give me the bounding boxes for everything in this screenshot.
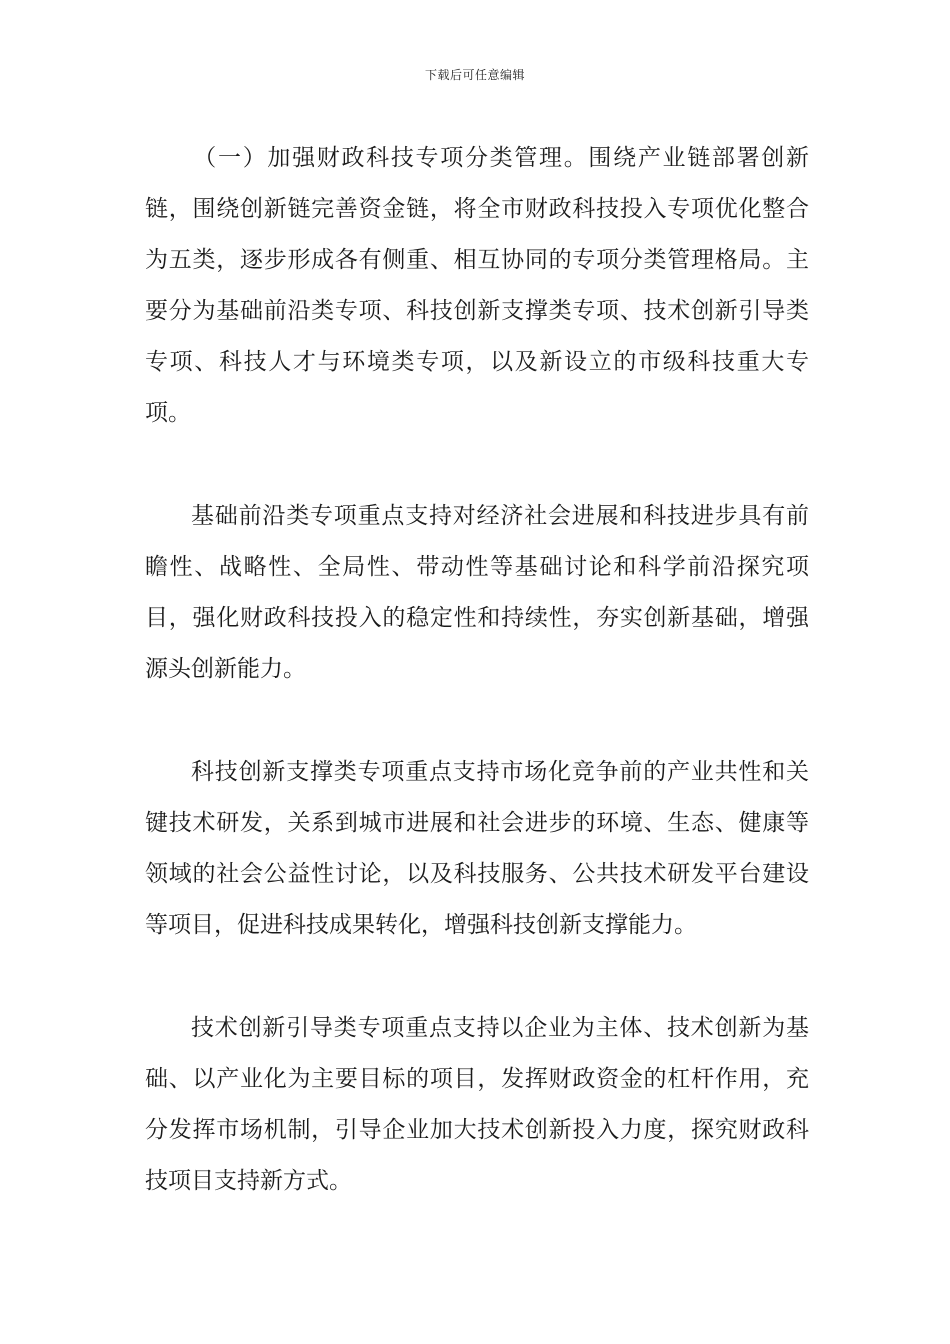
paragraph-1: （一）加强财政科技专项分类管理。围绕产业链部署创新链，围绕创新链完善资金链，将全市财政科技投入专项优化整合为五类，逐步形成各有侧重、相互协同的专项分类管理格局。主要分为基础前沿类专项、科技创新支撑类专项、技术创新引导类专项、科技人才与环境类专项，以及新设立的市级科技重大专项。: [145, 145, 809, 426]
paragraph-4: 技术创新引导类专项重点支持以企业为主体、技术创新为基础、以产业化为主要目标的项目，发挥财政资金的杠杆作用，充分发挥市场机制，引导企业加大技术创新投入力度，探究财政科技项目支持新方式。: [145, 1015, 809, 1194]
paragraph-3: 科技创新支撑类专项重点支持市场化竞争前的产业共性和关键技术研发，关系到城市进展和社会进步的环境、生态、健康等领域的社会公益性讨论，以及科技服务、公共技术研发平台建设等项目，促进科技成果转化，增强科技创新支撑能力。: [145, 759, 809, 938]
document-body: [145, 133, 809, 1259]
paragraph-2: 基础前沿类专项重点支持对经济社会进展和科技进步具有前瞻性、战略性、全局性、带动性等基础讨论和科学前沿探究项目，强化财政科技投入的稳定性和持续性，夯实创新基础，增强源头创新能力。: [145, 503, 809, 682]
page-header-note: 下载后可任意编辑: [424, 68, 525, 82]
